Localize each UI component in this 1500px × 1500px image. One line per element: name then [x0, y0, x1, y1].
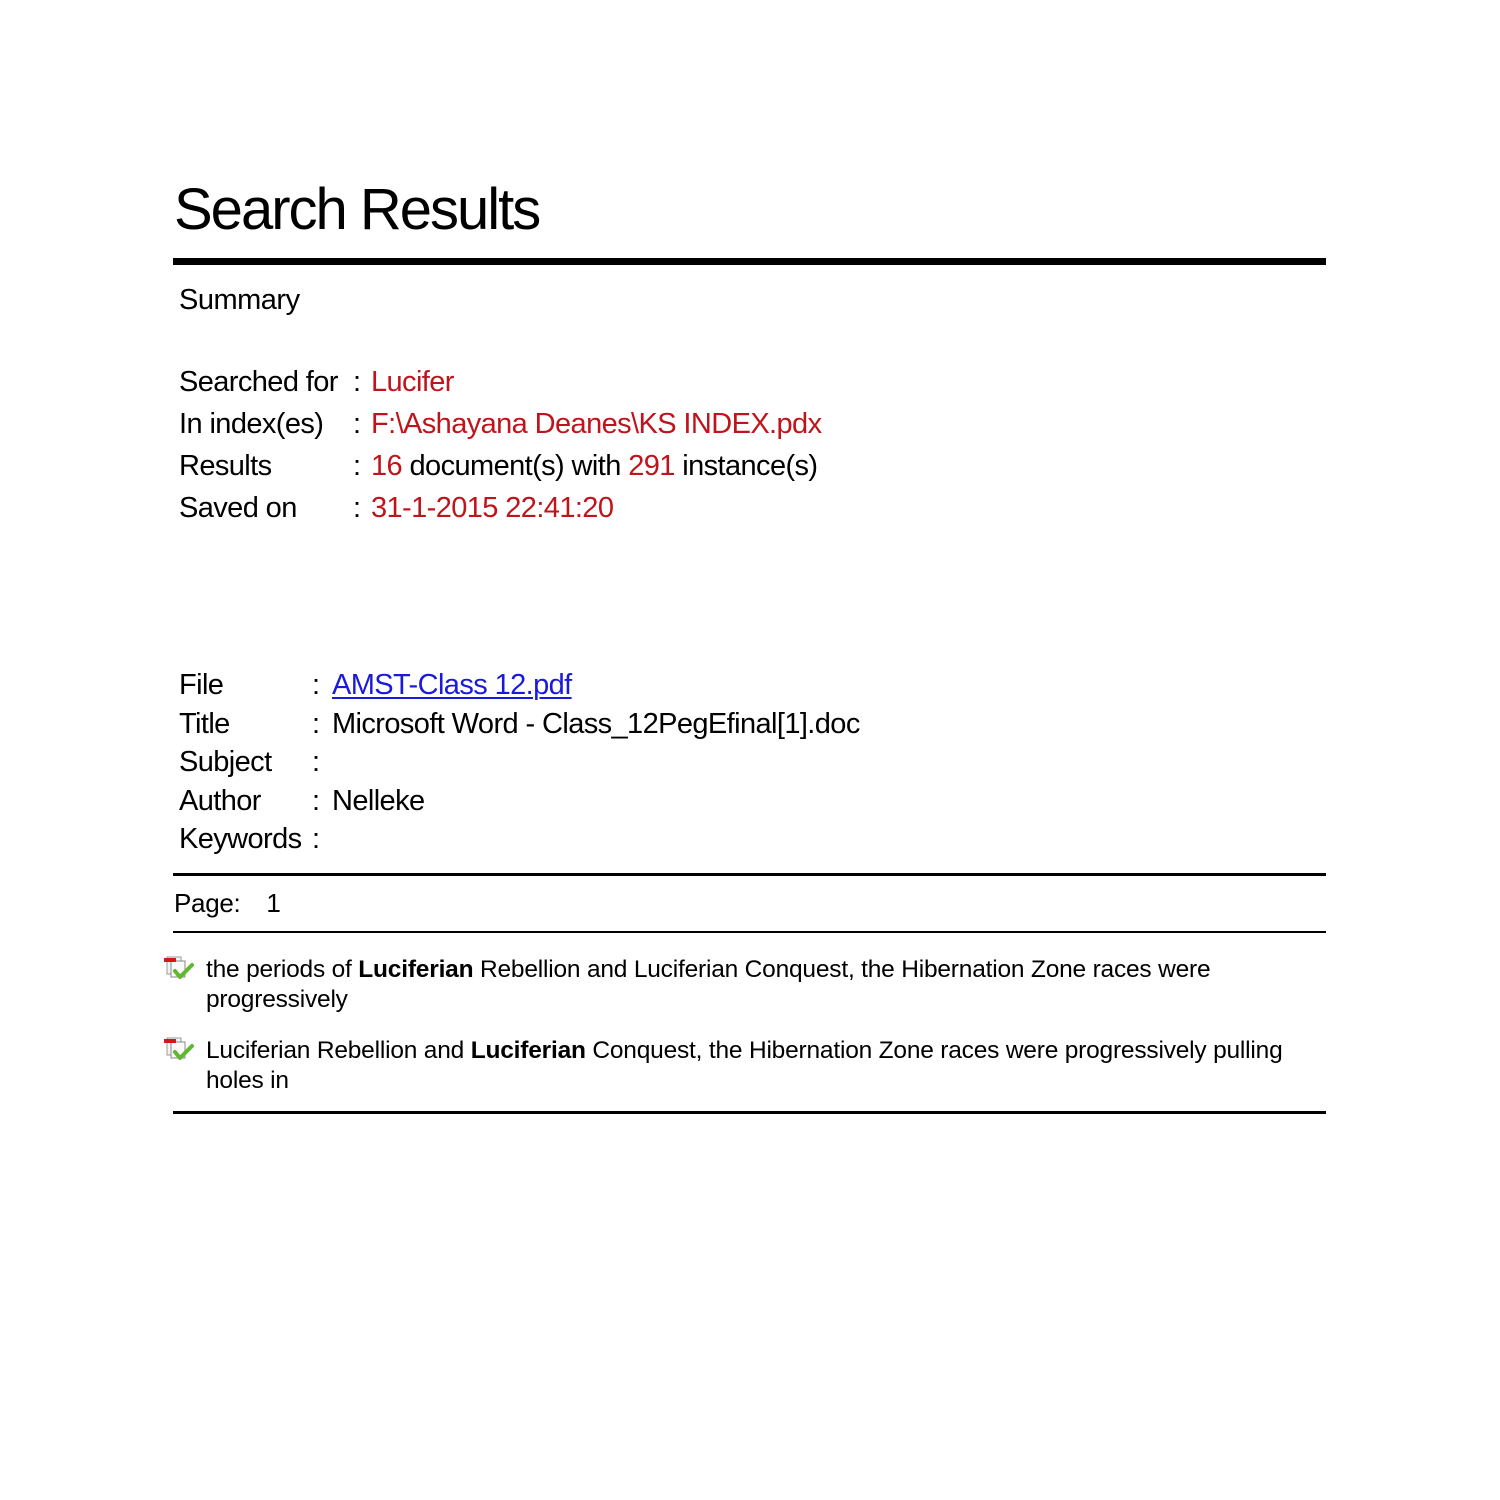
snippet-after: Conquest, the Hibernation Zone races were progressively pulling holes in	[206, 1037, 1283, 1094]
doc-author-row	[179, 783, 425, 819]
doc-sep: :	[312, 785, 320, 817]
summary-label: Results	[179, 450, 272, 482]
saved-timestamp: 31-1-2015 22:41:20	[371, 492, 614, 524]
doc-label: Keywords	[179, 823, 302, 855]
title-divider	[173, 258, 1326, 265]
page-number: 1	[266, 888, 281, 918]
snippet-match: Luciferian	[470, 1037, 586, 1064]
doc-file-row	[179, 667, 572, 703]
page-divider	[173, 931, 1326, 933]
doc-subject-row	[179, 744, 320, 780]
instance-count: 291	[628, 450, 675, 482]
hit-snippet	[206, 1036, 1306, 1096]
snippet-match: Luciferian	[358, 956, 474, 983]
pdf-hit-check-icon	[162, 955, 196, 985]
doc-author-value: Nelleke	[332, 785, 425, 817]
doc-label: Subject	[179, 746, 272, 778]
doc-keywords-row	[179, 821, 320, 857]
doc-label: Title	[179, 708, 230, 740]
summary-index	[179, 406, 822, 442]
summary-results	[179, 448, 818, 484]
search-term: Lucifer	[371, 366, 454, 398]
summary-label: Saved on	[179, 492, 297, 524]
snippet-after: Rebellion and Luciferian Conquest, the Hibernation Zone races were progressively	[206, 956, 1211, 1013]
pdf-hit-check-icon	[162, 1036, 196, 1066]
doc-sep: :	[312, 669, 320, 701]
doc-sep: :	[312, 823, 320, 855]
summary-sep: :	[353, 492, 361, 524]
index-path: F:\Ashayana Deanes\KS INDEX.pdx	[371, 408, 822, 440]
summary-searched-for	[179, 364, 454, 400]
metadata-divider	[173, 873, 1326, 876]
file-link[interactable]: AMST-Class 12.pdf	[332, 669, 572, 701]
summary-sep: :	[353, 408, 361, 440]
doc-title-row	[179, 706, 860, 742]
summary-heading: Summary	[179, 284, 300, 316]
summary-label: Searched for	[179, 366, 338, 398]
doc-sep: :	[312, 746, 320, 778]
summary-sep: :	[353, 450, 361, 482]
summary-sep: :	[353, 366, 361, 398]
page-title: Search Results	[174, 177, 540, 242]
hit-snippet	[206, 955, 1306, 1015]
document-count: 16	[371, 450, 403, 482]
doc-label: File	[179, 669, 224, 701]
snippet-before: the periods of	[206, 956, 359, 983]
doc-sep: :	[312, 708, 320, 740]
summary-saved-on	[179, 490, 614, 526]
instances-text: instance(s)	[682, 450, 818, 482]
summary-label: In index(es)	[179, 408, 324, 440]
documents-text: document(s) with	[409, 450, 621, 482]
results-end-divider	[173, 1111, 1326, 1114]
page-label	[174, 888, 281, 919]
doc-title-value: Microsoft Word - Class_12PegEfinal[1].doc	[332, 708, 860, 740]
snippet-before: Luciferian Rebellion and	[206, 1037, 471, 1064]
doc-label: Author	[179, 785, 261, 817]
page-label-text: Page:	[174, 888, 241, 918]
